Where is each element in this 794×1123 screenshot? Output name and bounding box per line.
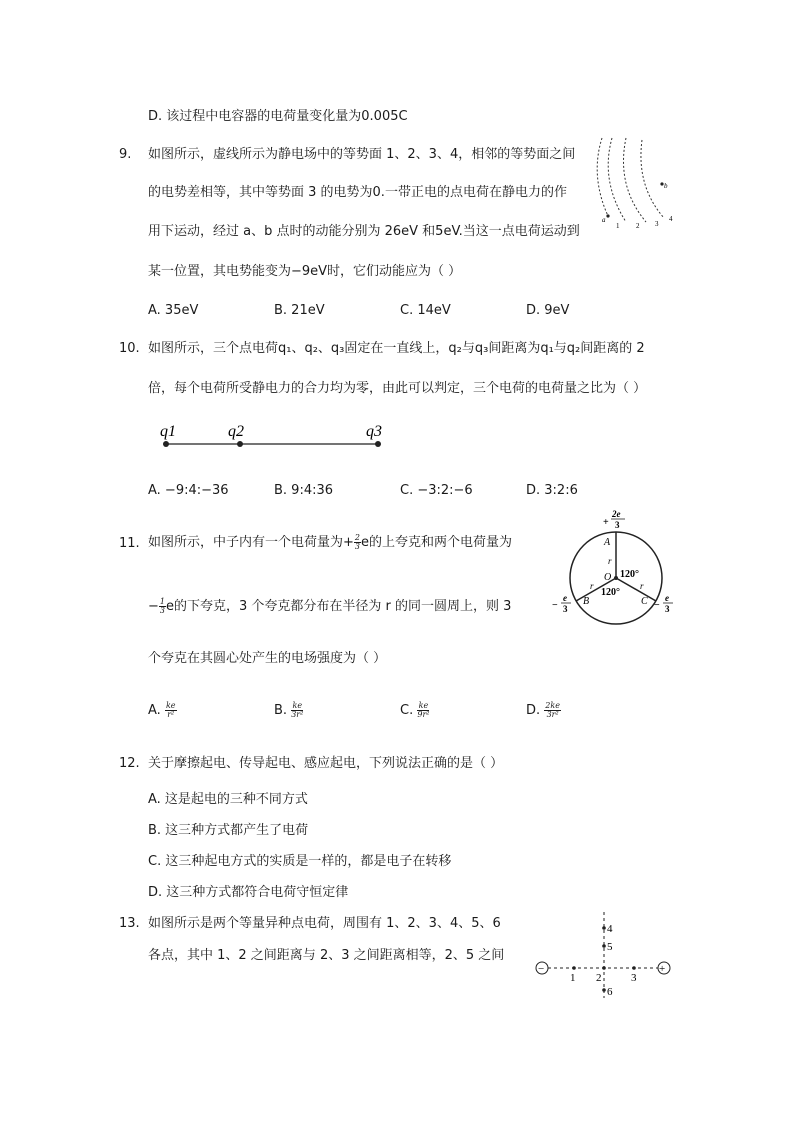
q11-line-1-post: e的上夸克和两个电荷量为 [361,535,512,550]
q11-line-1-pre: 如图所示，中子内有一个电荷量为+ [148,535,354,550]
point-b-label: b [664,182,668,190]
point-4-label: 4 [607,923,613,935]
option-fraction [544,702,561,719]
equipotential-3 [624,138,647,222]
frac-den: 3 [354,542,360,551]
frac-den: 9r² [417,710,430,719]
surface-2-label: 2 [636,222,640,230]
q2-dot [237,441,243,447]
q9-option-a: A. 35eV [148,303,199,318]
q11-line-2 [148,596,511,618]
radius-label-top: r [608,556,612,566]
q12-number: 12. [119,756,140,771]
q10-option-d: D. 3:2:6 [526,483,578,498]
q12-option-b: B. 这三种方式都产生了电荷 [148,823,309,838]
surface-3-label: 3 [655,220,659,228]
q12-option-d: D. 这三种方式都符合电荷守恒定律 [148,885,349,900]
q10-line-1: 如图所示，三个点电荷q₁、q₂、q₃固定在一直线上，q₂与q₃间距离为q₁与q₂间距离的 2 [148,341,645,356]
q13-line-1: 如图所示是两个等量异种点电荷，周围有 1、2、3、4、5、6 [148,916,501,931]
q11-number: 11. [119,536,140,551]
q11-line-2-fraction [159,598,166,615]
right-charge-num: e [665,593,669,603]
q11-option-c [400,699,429,723]
q11-option-a [148,699,177,723]
q10-option-b: B. 9:4:36 [274,483,334,498]
q12-option-a: A. 这是起电的三种不同方式 [148,792,308,807]
frac-den: 3r² [546,710,559,719]
radius-label-right: r [640,581,644,591]
equipotential-4 [641,140,664,218]
frac-num: ke [418,701,429,710]
q13-dipole-figure [530,910,676,1000]
equipotential-2 [608,138,626,222]
top-charge-den: 3 [615,520,620,530]
left-charge-sign: − [552,600,558,611]
q12-option-c: C. 这三种起电方式的实质是一样的，都是电子在转移 [148,854,452,869]
frac-den: 3 [159,606,165,615]
equipotential-1 [597,138,608,216]
radius-label-left: r [590,581,594,591]
q11-line-2-pre: − [148,599,159,614]
q9-option-b: B. 21eV [274,303,325,318]
surface-1-label: 1 [616,222,620,230]
right-charge-den: 3 [665,604,670,614]
q1-label: q1 [160,423,176,440]
negative-sign: − [538,963,545,975]
q3-dot [375,441,381,447]
option-label: D. [526,703,541,718]
top-charge-num: 2e [612,509,621,519]
frac-num: 2 [354,533,360,542]
frac-num: 2ke [545,701,560,710]
frac-num: ke [292,701,303,710]
q10-option-a: A. −9:4:−36 [148,483,229,498]
q11-line-2-post: e的下夸克，3 个夸克都分布在半径为 r 的同一圆周上，则 3 [166,599,512,614]
q10-number: 10. [119,341,140,356]
point-a-label: A [604,537,611,548]
q10-charges-figure [156,418,396,454]
q9-option-d: D. 9eV [526,303,570,318]
q11-line-1-fraction [354,534,361,551]
q9-line-3: 用下运动，经过 a、b 点时的动能分别为 26eV 和5eV.当这一点电荷运动到 [148,224,580,239]
point-a-label: a [602,216,606,224]
point-3-label: 3 [631,972,637,984]
q8-option-d: D. 该过程中电容器的电荷量变化量为0.005C [148,109,408,124]
frac-den: 3r² [291,710,304,719]
option-label: C. [400,703,414,718]
frac-den: r² [167,710,175,719]
q10-line-2: 倍，每个电荷所受静电力的合力均为零，由此可以判定，三个电荷的电荷量之比为（ ） [148,381,647,396]
point-2-label: 2 [596,972,602,984]
point-o-label: O [604,572,612,583]
frac-num: 1 [159,597,165,606]
q9-line-1: 如图所示，虚线所示为静电场中的等势面 1、2、3、4，相邻的等势面之间 [148,147,576,162]
point-b-label: B [583,596,590,607]
q9-number: 9. [119,147,132,162]
q9-equipotential-figure [596,136,686,236]
point-6-label: 6 [607,986,613,998]
point-a-dot [606,214,609,217]
q13-number: 13. [119,916,140,931]
left-charge-num: e [563,593,567,603]
q9-option-c: C. 14eV [400,303,451,318]
option-fraction [417,702,429,719]
q12-stem: 关于摩擦起电、传导起电、感应起电，下列说法正确的是（ ） [148,756,504,771]
q11-line-1 [148,532,512,554]
point-c-label: C [641,596,648,607]
left-charge-den: 3 [563,604,568,614]
q2-label: q2 [228,423,244,440]
option-label: A. [148,703,161,718]
surface-4-label: 4 [669,215,673,223]
q11-option-d [526,699,561,723]
q11-line-3: 个夸克在其圆心处产生的电场强度为（ ） [148,651,387,666]
q13-line-2: 各点，其中 1、2 之间距离与 2、3 之间距离相等，2、5 之间 [148,948,505,963]
q9-line-4: 某一位置，其电势能变为−9eV时，它们动能应为（ ） [148,264,462,279]
positive-sign: + [659,963,666,975]
point-1-label: 1 [570,972,576,984]
q11-quark-figure [548,508,682,628]
angle-label-lower: 120° [601,587,620,598]
q11-option-b [274,699,303,723]
q1-dot [163,441,169,447]
q10-option-c: C. −3:2:−6 [400,483,473,498]
angle-label-upper: 120° [620,569,639,580]
q9-line-2: 的电势差相等，其中等势面 3 的电势为0.一带正电的点电荷在静电力的作 [148,185,567,200]
top-charge-sign: + [603,517,609,528]
option-label: B. [274,703,288,718]
point-5-label: 5 [607,941,613,953]
option-fraction [291,702,303,719]
option-fraction [165,702,177,719]
right-charge-sign: − [654,600,660,611]
q3-label: q3 [366,423,382,440]
frac-num: ke [165,701,176,710]
